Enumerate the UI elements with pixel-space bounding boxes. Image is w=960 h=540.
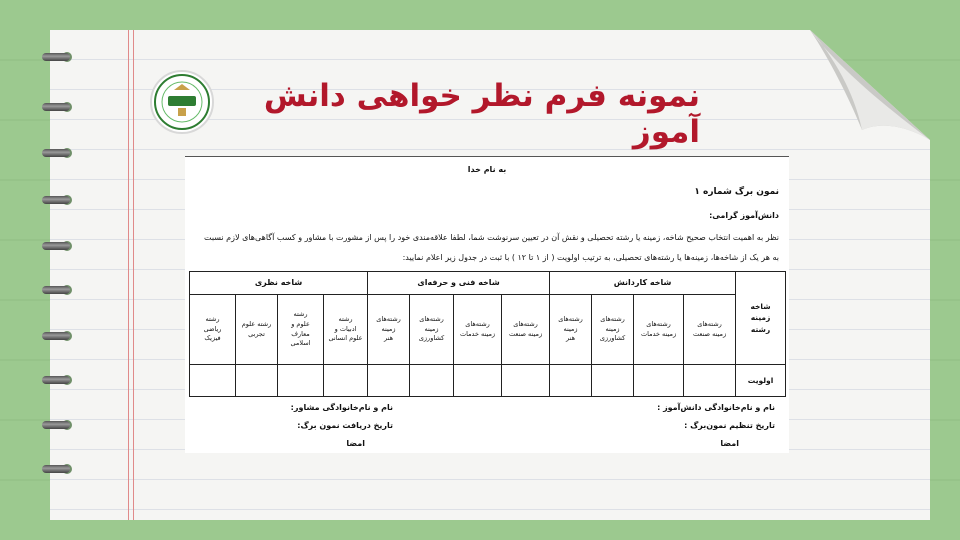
corner-label: زمینه — [750, 313, 771, 323]
student-name-label: نام و نام‌خانوادگی دانش‌آموز : — [657, 403, 775, 412]
group-header-kardanesh: شاخه کاردانش — [550, 272, 736, 295]
priority-cell[interactable] — [454, 365, 502, 397]
counselor-signature-label: امضا — [346, 439, 365, 448]
binding-ring — [42, 146, 78, 160]
priority-cell[interactable] — [502, 365, 550, 397]
counselor-name-label: نام و نام‌خانوادگی مشاور: — [290, 403, 393, 412]
priority-cell[interactable] — [410, 365, 454, 397]
column-header: رشته‌های زمینه کشاورزی — [410, 295, 454, 365]
column-header: رشته‌های زمینه کشاورزی — [592, 295, 634, 365]
binding-ring — [42, 239, 78, 253]
preference-table — [189, 271, 786, 397]
column-header: رشته علوم تجربی — [236, 295, 278, 365]
binding-ring — [42, 100, 78, 114]
column-header: رشته‌های زمینه خدمات — [634, 295, 684, 365]
priority-cell[interactable] — [278, 365, 324, 397]
greeting: دانش‌آموز گرامی: — [709, 211, 779, 220]
bismillah: به نام خدا — [467, 165, 507, 174]
page-curl — [810, 30, 930, 140]
form-date-label: تاریخ تنظیم نمون‌برگ : — [684, 421, 775, 430]
priority-cell[interactable] — [550, 365, 592, 397]
group-header-nazari: شاخه نظری — [190, 272, 368, 295]
page-title: نمونه فرم نظر خواهی دانش آموز — [263, 78, 700, 150]
binding-ring — [42, 418, 78, 432]
priority-cell[interactable] — [368, 365, 410, 397]
group-header-fanni: شاخه فنی و حرفه‌ای — [368, 272, 550, 295]
priority-cell[interactable] — [236, 365, 278, 397]
column-header: رشته ریاضی فیزیک — [190, 295, 236, 365]
student-signature-label: امضا — [720, 439, 739, 448]
instructions-line-2: به هر یک از شاخه‌ها، زمینه‌ها یا رشته‌های تحصیلی، به ترتیب اولویت ( از ۱ تا ۱۲ ) با ثبت در جدول زیر اعلام نمایید: — [402, 253, 779, 262]
corner-label: شاخه — [750, 302, 771, 312]
priority-cell[interactable] — [592, 365, 634, 397]
binding-ring — [42, 283, 78, 297]
priority-label: اولویت — [736, 365, 786, 397]
receive-date-label: تاریخ دریافت نمون برگ: — [297, 421, 393, 430]
column-header: رشته‌های زمینه صنعت — [684, 295, 736, 365]
priority-cell[interactable] — [324, 365, 368, 397]
form-number: نمون برگ شماره ۱ — [694, 187, 779, 197]
column-header: رشته‌های زمینه خدمات — [454, 295, 502, 365]
logo — [150, 70, 214, 134]
binding-ring — [42, 50, 78, 64]
margin-line — [133, 30, 134, 520]
column-header: رشته‌های زمینه هنر — [368, 295, 410, 365]
margin-line — [128, 30, 129, 520]
binding-ring — [42, 329, 78, 343]
column-header: رشته ادبیات و علوم انسانی — [324, 295, 368, 365]
column-header: رشته علوم و معارف اسلامی — [278, 295, 324, 365]
form-document — [185, 156, 789, 453]
corner-label: رشته — [750, 324, 771, 334]
binding-ring — [42, 462, 78, 476]
column-header: رشته‌های زمینه صنعت — [502, 295, 550, 365]
binding-ring — [42, 373, 78, 387]
priority-cell[interactable] — [634, 365, 684, 397]
priority-cell[interactable] — [684, 365, 736, 397]
binding-ring — [42, 193, 78, 207]
column-header: رشته‌های زمینه هنر — [550, 295, 592, 365]
instructions-line-1: نظر به اهمیت انتخاب صحیح شاخه، زمینه یا رشته تحصیلی و نقش آن در تعیین سرنوشت شما، لطفا علاقه‌مندی خود را پس از مشورت با مشاور و کسب آگاهی‌های لازم نسبت — [203, 233, 779, 242]
priority-cell[interactable] — [190, 365, 236, 397]
corner-header — [736, 272, 786, 365]
logo-icon — [152, 72, 212, 132]
